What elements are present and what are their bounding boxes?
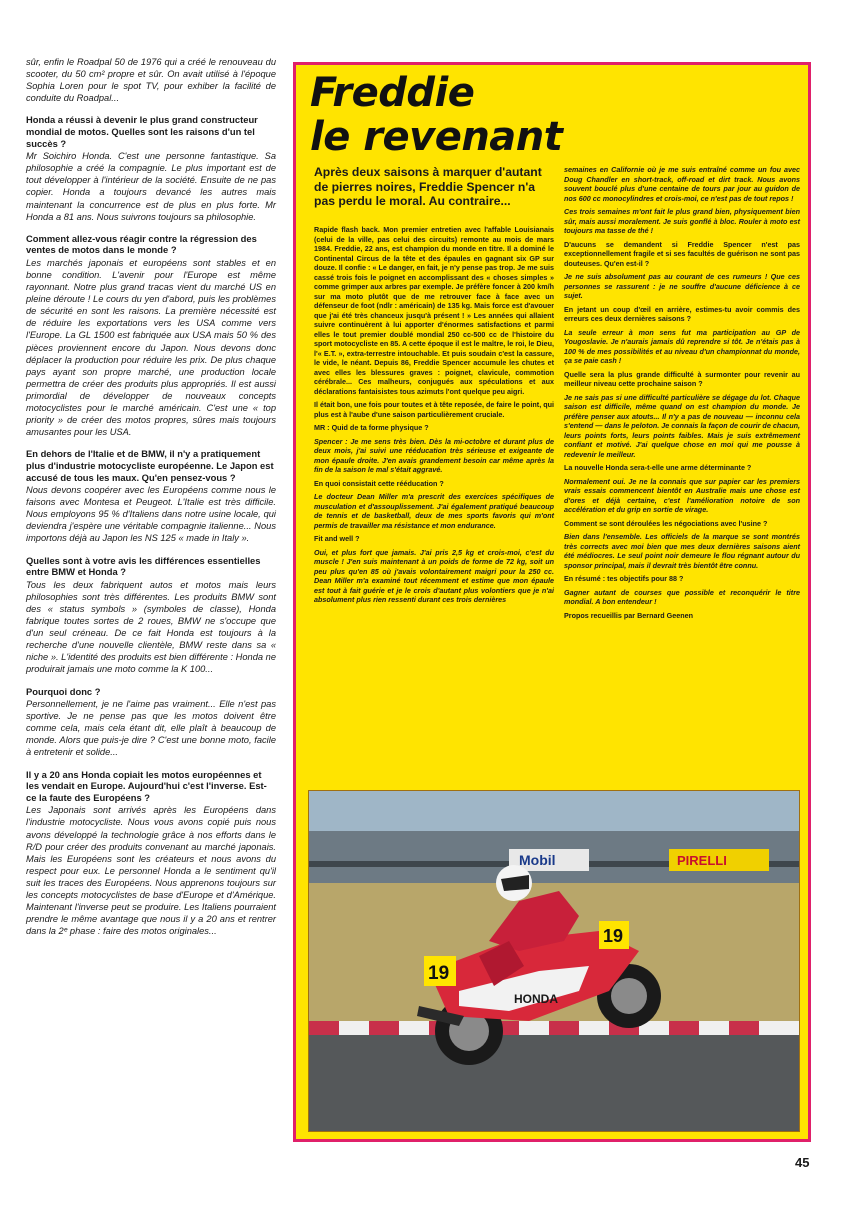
left-intro: sûr, enfin le Roadpal 50 de 1976 qui a créé le renouveau du scooter, du 50 cm² propre et sûr. On avait utilisé à l'époque Sophia Loren pour le spot TV, pour exhiber la facilité de conduite du Roadpal... [26, 57, 276, 104]
article-paragraph: Normalement oui. Je ne la connais que sur papier car les premiers vrais essais commencent bientôt en Australie mais une chose est d'ores et déjà certaine, c'est l'amélioration notoire de son accélération et du grip en sortie de virage. [564, 476, 800, 514]
interview-answer: Tous les deux fabriquent autos et motos mais leurs philosophies sont très différentes. Les produits BMW sont des « status symbols » (symboles de classe), Honda fabrique toutes sortes de 2 roues, BMW ne s'occupe que d'un seul créneau. De ce fait Honda est toujours à la recherche d'une nouvelle clientèle, BMW reste dans sa « niche ». L'identité des produits est bien différente : Honda ne produirait jamais une moto comme la K 100... [26, 579, 276, 675]
front-number: 19 [603, 926, 624, 946]
interview-qa-list [26, 114, 276, 937]
interview-question: Comment allez-vous réagir contre la régression des ventes de motos dans le monde ? [26, 232, 257, 256]
race-photo [308, 790, 800, 1132]
interview-question: Pourquoi donc ? [26, 685, 101, 697]
interview-answer: Personnellement, je ne l'aime pas vraiment... Elle n'est pas sportive. Je ne pense pas que les motos doivent être comme cela, mais cela étant dit, elle plaît à beaucoup de monde. Alors que puis-je dire ? C'est une bonne moto, facile à entretenir et solide... [26, 699, 276, 758]
article-paragraph: Le docteur Dean Miller m'a prescrit des exercices spécifiques de musculation et d'assouplissement. J'ai également pratiqué beaucoup de tennis et de basketball, deux de mes sports favoris qui m'ont permis de travailler ma résistance et mon endurance. [314, 492, 554, 530]
article-paragraph: Ces trois semaines m'ont fait le plus grand bien, physiquement bien sûr, mais aussi moralement. Je suis gonflé à bloc. Rouler à moto est toujours ma tasse de thé ! [564, 207, 800, 235]
title-line-1: Freddie [310, 70, 475, 116]
article-paragraph: Il était bon, une fois pour toutes et à tête reposée, de faire le point, qui plus est à l'aube d'une saison particulièrement cruciale. [314, 400, 554, 419]
article-column-2 [564, 165, 800, 624]
interview-question: Quelles sont à votre avis les différences essentielles entre BMW et Honda ? [26, 554, 261, 578]
photo-track [309, 1035, 799, 1131]
left-column [26, 56, 276, 937]
article-paragraph: semaines en Californie où je me suis entraîné comme un fou avec Doug Chandler en short-track, off-road et dirt track. Nous avons souvent bouclé plus d'une centaine de tours par jour au guidon de nos 600 cc monocylindres et crois-moi, ce n'est pas de tout repos ! [564, 165, 800, 203]
interview-question: Honda a réussi à devenir le plus grand constructeur mondial de motos. Quelles sont les raisons d'un tel succès ? [26, 114, 258, 149]
article-paragraph: Bien dans l'ensemble. Les officiels de la marque se sont montrés très corrects avec moi bien que mes deux dernières saisons aient été médiocres. Le seul point noir demeure le flou régnant autour du sponsor principal, mais il devrait très bientôt être connu. [564, 532, 800, 570]
article-paragraph: Fit and well ? [314, 534, 360, 543]
article-paragraph: Gagner autant de courses que possible et reconquérir le titre mondial. A bon entendeur ! [564, 587, 800, 606]
article-paragraph: Je ne sais pas si une difficulté particulière se dégage du lot. Chaque saison est difficile, même quand on est champion du monde. Je préfère penser aux atouts... Il n'y a pas de nouveau — inconnu cela s'entend — dans le peloton. Je connais la façon de courir de chacun, leurs points forts, leurs points faibles. Mais je suis extrêmement confiant et motivé. J'ai quelque chose en moi qui me pousse à redevenir le meilleur. [564, 392, 800, 459]
page-number: 45 [795, 1155, 810, 1170]
article-credit: Propos recueillis par Bernard Geenen [564, 610, 694, 620]
article-paragraph: La seule erreur à mon sens fut ma participation au GP de Yougoslavie. Je n'aurais jamais dû reprendre si tôt. Je n'étais pas à 100 % de mes possibilités et au niveau d'un championnat du monde, ça se paie cash ! [564, 327, 800, 365]
interview-question: Il y a 20 ans Honda copiait les motos européennes et les vendait en Europe. Aujourd'hui c'est l'inverse. Est-ce la faute des Européens ? [26, 768, 267, 803]
photo-sign-mobil: Mobil [519, 852, 556, 868]
article-paragraph: Spencer : Je me sens très bien. Dès la mi-octobre et durant plus de deux mois, j'ai suivi une rééducation très sérieuse et exigeante de mon épaule droite. J'en avais grandement besoin car même après la fin de la saison le mal s'était aggravé. [314, 436, 554, 474]
article-intro: Après deux saisons à marquer d'autant de pierres noires, Freddie Spencer n'a pas perdu le moral. Au contraire... [314, 165, 542, 209]
article-column-1 [314, 225, 554, 609]
article-paragraph: En jetant un coup d'œil en arrière, estimes-tu avoir commis des erreurs ces deux dernières saisons ? [564, 304, 800, 323]
interview-question: En dehors de l'Italie et de BMW, il n'y a pratiquement plus d'industrie motocycliste européenne. Le Japon est accusé de tous les maux. Qu'en pensez-vous ? [26, 448, 274, 483]
article-box [293, 62, 811, 1142]
fairing-brand: HONDA [514, 992, 558, 1006]
side-number: 19 [428, 963, 450, 984]
article-paragraph: Rapide flash back. Mon premier entretien avec l'affable Louisianais (celui de la ville, pas celui des circuits) remonte au mois de mars 1984. Freddie, 22 ans, est champion du monde en titre. Il a dominé le Continental Circus de la tête et des épaules en gagnant six GP sur douze. Il confie : « Le danger, en fait, je n'y pense pas trop. Je me suis cassé trois fois le poignet en accomplissant des « choses simples » comme grimper aux arbres par exemple. Je préfère foncer à 200 km/h sur ma moto plutôt que de me retrouver face à face avec un défenseur de foot (ndlr : américain) de 135 kg. Mais force est d'avouer que j'ai été très chanceux jusqu'à présent ! » Les années qui allaient suivre continuèrent à lui apporter d'énormes satisfactions et parmi elles le tout premier doublé mondial 250 cc-500 cc de l'histoire du sport motocycliste en 85. A cette époque il est le maître, le roi, le Dieu, l'« E.T. », extra-terrestre intouchable. Et puis soudain c'est la cassure, le vide, le néant. Depuis 86, Freddie Spencer accumule les chutes et avec elles les blessures graves : poignet, clavicule, commotion cérébrale... Ces malheurs, conjugués aux spéculations et aux déclarations fantaisistes tous azimuts l'ont quelque peu aigri. [314, 225, 554, 396]
article-title [310, 71, 562, 159]
interview-answer: Les Japonais sont arrivés après les Européens dans l'industrie motocycliste. Nous vous avons copié puis nous avons développé la technologie grâce à nos efforts dans le R/D pour créer des produits convenant au marché japonais. Mais les Européens sont les créateurs et nous avons du respect pour eux. Le personnel Honda a le sentiment qu'il suit les traces des Européens. Nous apprenons toujours sur les concepts motocyclistes de base d'Europe et d'Amérique. Maintenant l'inverse peut se produire. Les Italiens pourraient prendre le même avantage que nous il y a 20 ans et rentrer dans la 2ᵉ phase : faire des motos originales... [26, 805, 276, 937]
interview-answer: Mr Soichiro Honda. C'est une personne fantastique. Sa philosophie a créé la compagnie. Le plus important est de tout développer à l'intérieur de la société. Ensuite de ne pas copier. Honda a toujours devancé les autres mais maintenant la concurrence est de plus en plus forte. Mr Honda a 81 ans. Nous suivrons toujours sa philosophie. [26, 151, 276, 222]
article-paragraph: Comment se sont déroulées les négociations avec l'usine ? [564, 518, 768, 528]
article-paragraph: Oui, et plus fort que jamais. J'ai pris 2,5 kg et crois-moi, c'est du muscle ! J'en suis maintenant à un poids de forme de 72 kg, soit un peu plus qu'en 85 où j'avais volontairement maigri pour la 250 cc. Dean Miller m'a examiné tout récemment et estime que mon épaule est tout à fait guérie et je le crois d'autant plus volontiers que je n'ai absolument plus rien ressenti durant ces trois dernières [314, 547, 554, 604]
article-paragraph: La nouvelle Honda sera-t-elle une arme déterminante ? [564, 463, 752, 472]
article-paragraph: En résumé : tes objectifs pour 88 ? [564, 574, 684, 583]
article-paragraph: D'aucuns se demandent si Freddie Spencer n'est pas exceptionnellement fragile et si ses facultés de guérison ne sont pas douteuses. Qu'en est-il ? [564, 239, 800, 268]
article-paragraph: Je ne suis absolument pas au courant de ces rumeurs ! Que ces personnes se rassurent : je ne souffre d'aucune déficience à ce sujet. [564, 272, 800, 300]
article-paragraph: Quelle sera la plus grande difficulté à surmonter pour revenir au meilleur niveau cette prochaine saison ? [564, 369, 800, 388]
article-paragraph: MR : Quid de ta forme physique ? [314, 423, 429, 432]
interview-answer: Les marchés japonais et européens sont stables et en bonne condition. L'avenir pour l'Europe est même rayonnant. Notre plus grand tracas vient du marché US en pleine déroute ! Le cours du yen d'abord, puis les problèmes de sécurité en sont les raisons. La première nécessité est de réduire les exportations vers les USA comme vers l'Europe. La GL 1500 est fabriquée aux USA mais 50 % des pièces proviennent encore du Japon. Nous devons donc déplacer la production pour réduire les prix. De plus chaque pays ayant son propre marché, une production locale permettra de créer des produits plus appropriés. Il est aussi primordial de développer de nouveaux concepts motocyclistes pour le marché américain. C'est une « top priority » de créer des motos propres, sûres mais toujours amusantes pour les USA. [26, 257, 276, 438]
interview-answer: Nous devons coopérer avec les Européens comme nous le faisons avec Montesa et Peugeot. L'Italie est très difficile. Nous employons 95 % d'Italiens dans notre usine locale, qui deviendra j'espère une véritable compagnie italienne... Nous importons déjà au Japon les NS 125 « made in Italy ». [26, 485, 276, 544]
photo-sign-pirelli: PIRELLI [677, 853, 727, 868]
title-line-2: le revenant [310, 114, 563, 160]
article-paragraph: En quoi consistait cette rééducation ? [314, 478, 444, 488]
